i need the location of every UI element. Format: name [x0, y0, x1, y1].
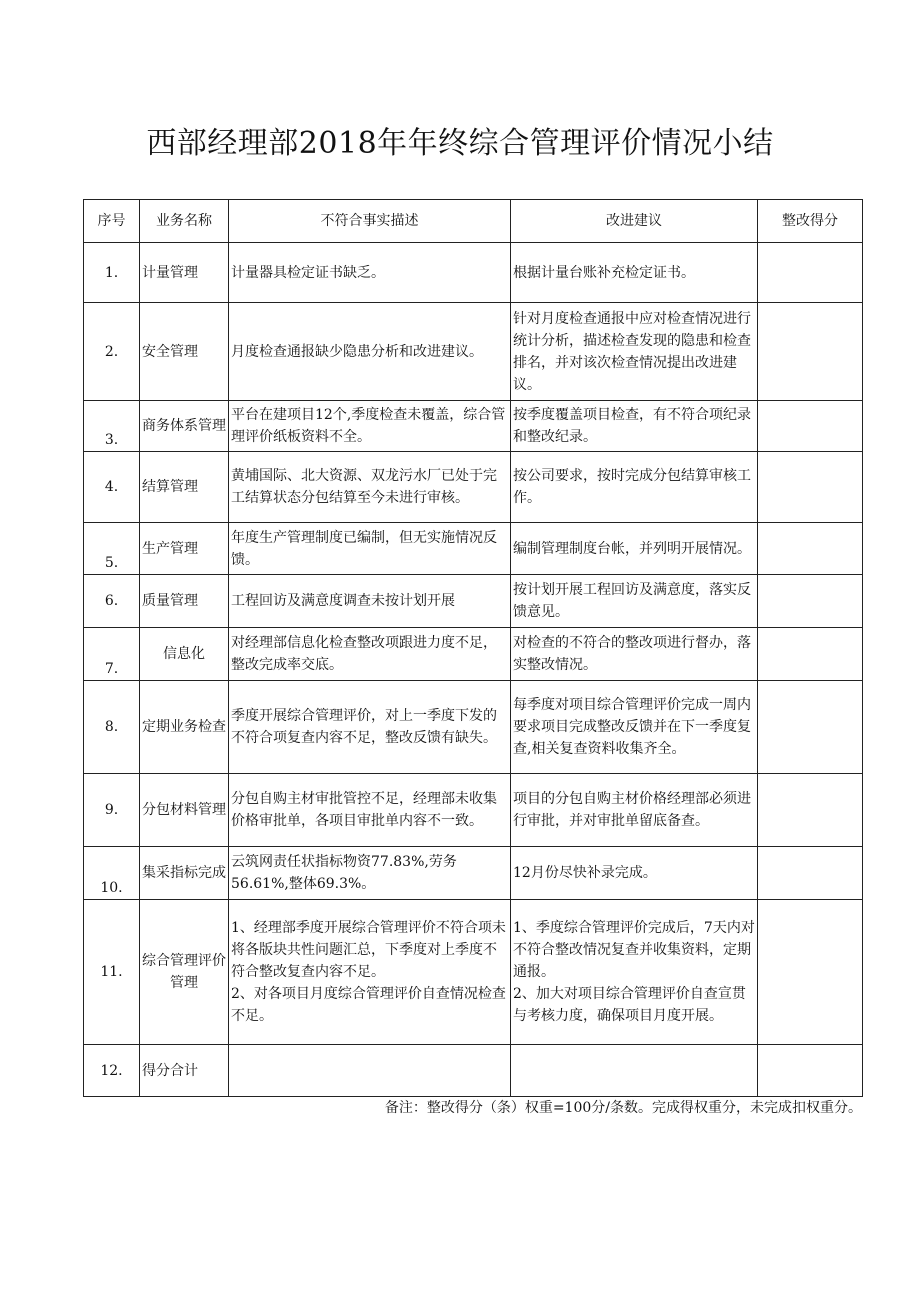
row-score [758, 452, 863, 523]
table-row [84, 243, 863, 303]
row-no: 10. [84, 847, 140, 900]
row-sugg: 编制管理制度台帐，并列明开展情况。 [511, 523, 758, 575]
row-name: 计量管理 [140, 243, 229, 303]
row-sugg: 每季度对项目综合管理评价完成一周内要求项目完成整改反馈并在下一季度复查,相关复查资料收集齐全。 [511, 681, 758, 774]
row-desc: 季度开展综合管理评价，对上一季度下发的不符合项复查内容不足，整改反馈有缺失。 [229, 681, 511, 774]
row-name: 商务体系管理 [140, 401, 229, 452]
table-row [84, 452, 863, 523]
row-name: 得分合计 [140, 1045, 229, 1097]
page-title: 西部经理部2018年年终综合管理评价情况小结 [146, 126, 774, 161]
row-desc: 黄埔国际、北大资源、双龙污水厂已处于完工结算状态分包结算至今未进行审核。 [229, 452, 511, 523]
row-desc: 计量器具检定证书缺乏。 [229, 243, 511, 303]
table-row [84, 900, 863, 1045]
table-row [84, 303, 863, 401]
row-desc: 1、经理部季度开展综合管理评价不符合项未将各版块共性问题汇总，下季度对上季度不符合整改复查内容不足。 2、对各项目月度综合管理评价自查情况检查不足。 [229, 900, 511, 1045]
row-name: 质量管理 [140, 575, 229, 628]
row-name: 安全管理 [140, 303, 229, 401]
row-no: 2. [84, 303, 140, 401]
header-sugg: 改进建议 [511, 200, 758, 243]
row-score [758, 243, 863, 303]
row-sugg: 根据计量台账补充检定证书。 [511, 243, 758, 303]
row-sugg: 1、季度综合管理评价完成后，7天内对不符合整改情况复查并收集资料，定期通报。 2、加大对项目综合管理评价自查宣贯与考核力度，确保项目月度开展。 [511, 900, 758, 1045]
row-sugg: 按计划开展工程回访及满意度，落实反馈意见。 [511, 575, 758, 628]
table-row [84, 774, 863, 847]
table-header-row [84, 200, 863, 243]
row-desc: 分包自购主材审批管控不足，经理部未收集价格审批单，各项目审批单内容不一致。 [229, 774, 511, 847]
row-desc: 云筑网责任状指标物资77.83%,劳务56.61%,整体69.3%。 [229, 847, 511, 900]
row-no: 1. [84, 243, 140, 303]
row-name: 集采指标完成 [140, 847, 229, 900]
row-desc: 平台在建项目12个,季度检查未覆盖，综合管理评价纸板资料不全。 [229, 401, 511, 452]
row-sugg: 对检查的不符合的整改项进行督办，落实整改情况。 [511, 628, 758, 681]
row-no: 7. [84, 628, 140, 681]
table-row [84, 1045, 863, 1097]
row-score [758, 847, 863, 900]
row-no: 11. [84, 900, 140, 1045]
row-desc: 工程回访及满意度调查未按计划开展 [229, 575, 511, 628]
table-row [84, 681, 863, 774]
row-no: 3. [84, 401, 140, 452]
row-name: 定期业务检查 [140, 681, 229, 774]
row-sugg: 项目的分包自购主材价格经理部必须进行审批，并对审批单留底备查。 [511, 774, 758, 847]
row-desc: 年度生产管理制度已编制，但无实施情况反馈。 [229, 523, 511, 575]
row-no: 6. [84, 575, 140, 628]
table-row [84, 575, 863, 628]
evaluation-table [83, 199, 863, 1097]
row-desc [229, 1045, 511, 1097]
row-no: 12. [84, 1045, 140, 1097]
row-desc: 月度检查通报缺少隐患分析和改进建议。 [229, 303, 511, 401]
header-desc: 不符合事实描述 [229, 200, 511, 243]
row-name: 生产管理 [140, 523, 229, 575]
row-sugg: 按公司要求，按时完成分包结算审核工作。 [511, 452, 758, 523]
row-score [758, 681, 863, 774]
row-name: 综合管理评价管理 [140, 900, 229, 1045]
row-name: 分包材料管理 [140, 774, 229, 847]
row-sugg: 12月份尽快补录完成。 [511, 847, 758, 900]
row-name: 信息化 [140, 628, 229, 681]
header-name: 业务名称 [140, 200, 229, 243]
row-score [758, 523, 863, 575]
row-score [758, 575, 863, 628]
row-score [758, 1045, 863, 1097]
row-score [758, 628, 863, 681]
table-row [84, 401, 863, 452]
row-name: 结算管理 [140, 452, 229, 523]
header-no: 序号 [84, 200, 140, 243]
row-desc: 对经理部信息化检查整改项跟进力度不足，整改完成率交底。 [229, 628, 511, 681]
row-no: 4. [84, 452, 140, 523]
row-no: 9. [84, 774, 140, 847]
row-no: 8. [84, 681, 140, 774]
row-no: 5. [84, 523, 140, 575]
row-sugg [511, 1045, 758, 1097]
row-score [758, 774, 863, 847]
row-sugg: 针对月度检查通报中应对检查情况进行统计分析，描述检查发现的隐患和检查排名，并对该次检查情况提出改进建议。 [511, 303, 758, 401]
row-sugg: 按季度覆盖项目检查，有不符合项纪录和整改纪录。 [511, 401, 758, 452]
table-row [84, 847, 863, 900]
row-score [758, 401, 863, 452]
header-score: 整改得分 [758, 200, 863, 243]
footnote: 备注：整改得分（条）权重=100分/条数。完成得权重分，未完成扣权重分。 [384, 1100, 862, 1116]
table-row [84, 523, 863, 575]
table-row [84, 628, 863, 681]
row-score [758, 900, 863, 1045]
row-score [758, 303, 863, 401]
